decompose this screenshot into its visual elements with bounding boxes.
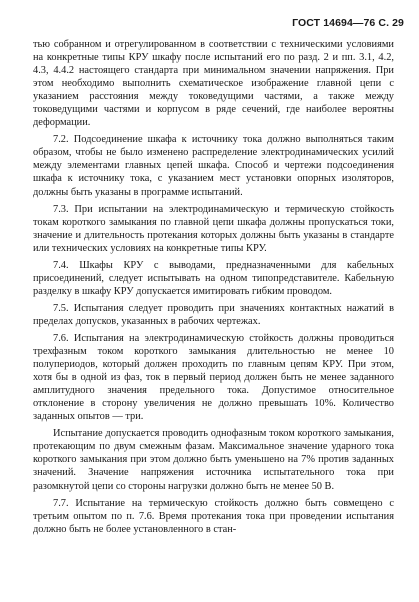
paragraph-7-5: 7.5. Испытания следует проводить при значениях контактных нажатий в пределах допусков, указанных в рабочих чертежах. <box>33 302 394 327</box>
paragraph-7-3: 7.3. При испытании на электродинамическую и термическую стойкость токам короткого замыкания по главной цепи шкафа должны пропускаться токи, значение и длительность протекания которых должны быть указаны в стандарте или технических условиях на конкретные типы КРУ. <box>33 203 394 254</box>
paragraph-continuation: тью собранном и отрегулированном в соответствии с техническими условиями на конкретные типы КРУ шкафу после испытаний его по разд. 2 и пп. 3.1, 4.2, 4.3, 4.4.2 настоящего стандарта при минимальном значении напряжения. При этом необходимо выполнить схематическое изображение главной цепи с указанием расстояния между токоведущими частями, а также между токоведущими частями и корпусом в ряде сечений, где наиболее вероятны деформации. <box>33 39 394 129</box>
paragraph-7-4: 7.4. Шкафы КРУ с выводами, предназначенными для кабельных присоединений, следует испытывать на одном типопредставителе. Кабельную разделку в шкафу КРУ допускается имитировать гибким проводом. <box>33 259 394 297</box>
paragraph-7-6: 7.6. Испытания на электродинамическую стойкость должны проводиться трехфазным током короткого замыкания длительностью не менее 10 полупериодов, который должен проходить по главным цепям КРУ. При этом, хотя бы в одной из фаз, ток в первый период должен быть не менее заданного амплитудного значения предельного тока. Допустимое относительное отклонение в сторону увеличения не должно превышать 10%. Количество заданных опытов — три. <box>33 332 394 423</box>
paragraph-single-phase-test: Испытание допускается проводить однофазным током короткого замыкания, протекающим по двум смежным фазам. Максимальное значение ударного тока короткого замыкания при этом должно быть уменьшено на 7% против заданных значений. Значение напряжения источника испытательного тока при разомкнутой цепи со стороны нагрузки должно быть не менее 50 В. <box>33 428 394 492</box>
page-header: ГОСТ 14694—76 С. 29 <box>292 17 404 29</box>
document-body <box>33 38 394 540</box>
paragraph-7-2: 7.2. Подсоединение шкафа к источнику тока должно выполняться таким образом, чтобы не было изменено распределение электродинамических усилий между элементами главных цепей шкафа. Способ и чертежи подсоединения шкафа к источнику тока, с указанием мест установки опорных изоляторов, должны быть указаны в программе испытаний. <box>33 134 394 198</box>
paragraph-7-7: 7.7. Испытание на термическую стойкость должно быть совмещено с третьим опытом по п. 7.6. Время протекания тока при проведении испытания должно быть не более установленного в стан- <box>33 497 394 535</box>
